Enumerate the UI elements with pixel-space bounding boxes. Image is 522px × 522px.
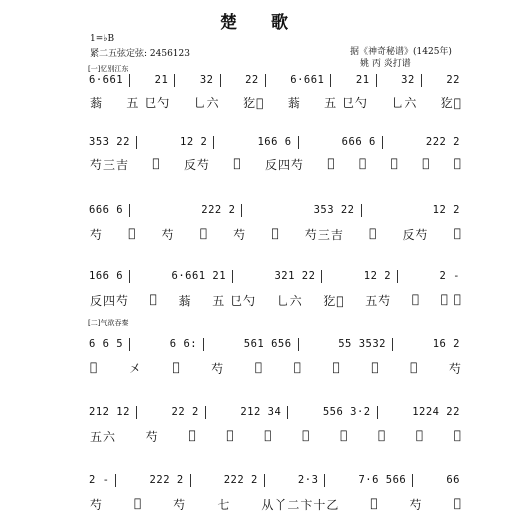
tab-char: 𩠏 — [359, 156, 368, 170]
measure: 222 2 — [425, 136, 460, 148]
measure: 6·661 21 — [169, 270, 234, 283]
measure: 556 3·2 — [320, 406, 378, 419]
measure: 212 12 — [86, 406, 137, 419]
tab-char: 𩠏 — [233, 156, 242, 170]
notation-row-2 — [86, 136, 466, 149]
tab-char: 犵𩠏 — [243, 96, 265, 110]
tablature-row-7 — [86, 496, 466, 513]
tab-char: 㐅 — [128, 362, 142, 376]
measure: 55 3532 — [335, 338, 393, 351]
notation-row-5 — [86, 338, 466, 351]
tab-char: 𩠏 — [377, 428, 387, 442]
tab-char: 反芍 — [184, 158, 211, 172]
tab-char: 芍三吉 — [90, 158, 130, 172]
tab-char: 𩠏 — [152, 156, 161, 170]
tab-char: 五 㔾勺 — [212, 294, 257, 308]
tab-char: 芍 — [409, 498, 423, 512]
tab-char: 𩠏 — [370, 496, 379, 510]
tab-char: 𩠏 — [332, 360, 341, 374]
measure: 353 22 — [311, 204, 362, 217]
tablature-row-1 — [86, 94, 466, 111]
tab-char: 芍 — [173, 498, 187, 512]
tab-char: 𩠏 — [172, 360, 181, 374]
measure: 2 - — [439, 270, 460, 282]
tab-char: 𩠏 — [415, 428, 425, 442]
measure: 66 — [446, 474, 460, 486]
section-heading-1: [一]忆别江东 — [88, 65, 129, 73]
tab-char: 芍 — [211, 362, 225, 376]
tab-char: 犵𩠏 — [440, 96, 462, 110]
tab-char: 芍 — [161, 228, 175, 242]
tab-char: 𩠏 — [371, 360, 380, 374]
tab-char: 犵𩠏 — [323, 294, 345, 308]
tab-char: 𩠏 — [327, 156, 336, 170]
tab-char: 𩠏 — [149, 292, 158, 306]
tab-char: 𩠏 — [188, 428, 197, 442]
measure: 12 2 — [432, 204, 460, 216]
tab-char: 反芍 — [402, 228, 429, 242]
tab-char: 𩠏 — [390, 156, 399, 170]
measure: 22 2 — [169, 406, 206, 419]
tab-char: 五六 — [90, 430, 117, 444]
measure: 1224 22 — [412, 406, 460, 418]
tab-char: 五 㔾勺 — [126, 96, 171, 110]
measure: 321 22 — [271, 270, 322, 283]
tablature-row-3 — [86, 226, 466, 243]
measure: 6·661 — [287, 74, 331, 87]
measure: 166 6 — [254, 136, 298, 149]
tab-char: 蓊 — [287, 96, 301, 110]
notation-row-6 — [86, 406, 466, 419]
tab-char: 反四芍 — [265, 158, 305, 172]
tab-char: 芍 — [90, 228, 104, 242]
tab-char: 𩠏 — [340, 428, 349, 442]
tab-char: 从丫二卞十乙 — [261, 498, 340, 512]
tab-char: 𩠏 — [453, 156, 462, 170]
tab-char: 𩠏 — [410, 360, 419, 374]
tab-char: 乚六 — [391, 96, 418, 110]
tab-char: 芍 — [448, 362, 462, 376]
key-signature: 1=♭B — [90, 34, 115, 44]
tablature-row-2 — [86, 156, 466, 173]
notation-row-4 — [86, 270, 466, 283]
tab-char: 七 — [217, 498, 231, 512]
tab-char: 𩠏 — [422, 156, 431, 170]
measure: 16 2 — [432, 338, 460, 350]
tab-char: 芍 — [233, 228, 247, 242]
tablature-row-5 — [86, 360, 466, 377]
measure: 7·6 566 — [355, 474, 413, 487]
tab-char: 𩠏 — [453, 428, 462, 442]
tuning-line: 紧二五弦定弦: 2456123 — [90, 49, 190, 59]
measure: 2·3 — [295, 474, 325, 487]
tab-char: 五 㔾勺 — [324, 96, 368, 110]
measure: 222 2 — [147, 474, 191, 487]
measure: 666 6 — [86, 204, 130, 217]
tab-char: 芍三吉 — [304, 228, 344, 242]
tab-char: 𩠏 — [411, 292, 421, 306]
tab-char: 𩠏 — [199, 226, 209, 240]
notation-row-1 — [86, 74, 466, 87]
tab-char: 𩠏 — [369, 226, 378, 240]
measure: 6 6 5 — [86, 338, 130, 351]
measure: 12 2 — [361, 270, 398, 283]
measure: 22 — [446, 74, 460, 86]
performer-line: 姚 丙 炎打谱 — [360, 59, 411, 69]
tab-char: 乚六 — [276, 294, 303, 308]
measure: 222 2 — [221, 474, 265, 487]
tab-char: 𩠏 — [90, 360, 99, 374]
measure: 6 6: — [167, 338, 204, 351]
tab-char: 𩠏 — [453, 226, 462, 240]
tab-char: 𩠏 — [293, 360, 302, 374]
tab-char: 蓊 — [178, 294, 192, 308]
tablature-row-4 — [86, 292, 466, 309]
measure: 22 — [242, 74, 266, 87]
tab-char: 五芍 — [365, 294, 392, 308]
measure: 561 656 — [241, 338, 299, 351]
measure: 32 — [398, 74, 422, 87]
tab-char: 𩠏 — [453, 496, 462, 510]
measure: 212 34 — [237, 406, 288, 419]
notation-row-3 — [86, 204, 466, 217]
tab-char: 𩠏 — [134, 496, 143, 510]
tab-char: 𩠏 — [302, 428, 311, 442]
measure: 21 — [152, 74, 176, 87]
measure: 21 — [353, 74, 377, 87]
measure: 32 — [197, 74, 221, 87]
tab-char: 𩠏 — [226, 428, 235, 442]
page-title: 楚 歌 — [220, 13, 302, 33]
measure: 222 2 — [198, 204, 242, 217]
tab-char: 𩠏 — [264, 428, 273, 442]
tab-char: 芍 — [145, 430, 159, 444]
tab-char: 芍 — [90, 498, 104, 512]
source-line: 据《神奇秘谱》(1425年) — [350, 47, 452, 57]
measure: 6·661 — [86, 74, 130, 87]
tablature-row-6 — [86, 428, 466, 445]
tab-char: 乚六 — [193, 96, 220, 110]
tab-char: 𩠏 — [271, 226, 280, 240]
tab-char: 𩠏 — [254, 360, 264, 374]
measure: 666 6 — [339, 136, 383, 149]
measure: 353 22 — [86, 136, 137, 149]
notation-row-7 — [86, 474, 466, 487]
tab-char: 𩠏 五 — [440, 292, 462, 306]
tab-char: 𩠏 — [128, 226, 137, 240]
section-heading-2: [二]气欲吞秦 — [88, 319, 129, 327]
measure: 166 6 — [86, 270, 130, 283]
measure: 12 2 — [177, 136, 214, 149]
measure: 2 - — [86, 474, 116, 487]
tab-char: 反四芍 — [90, 294, 130, 308]
tab-char: 蓊 — [90, 96, 104, 110]
